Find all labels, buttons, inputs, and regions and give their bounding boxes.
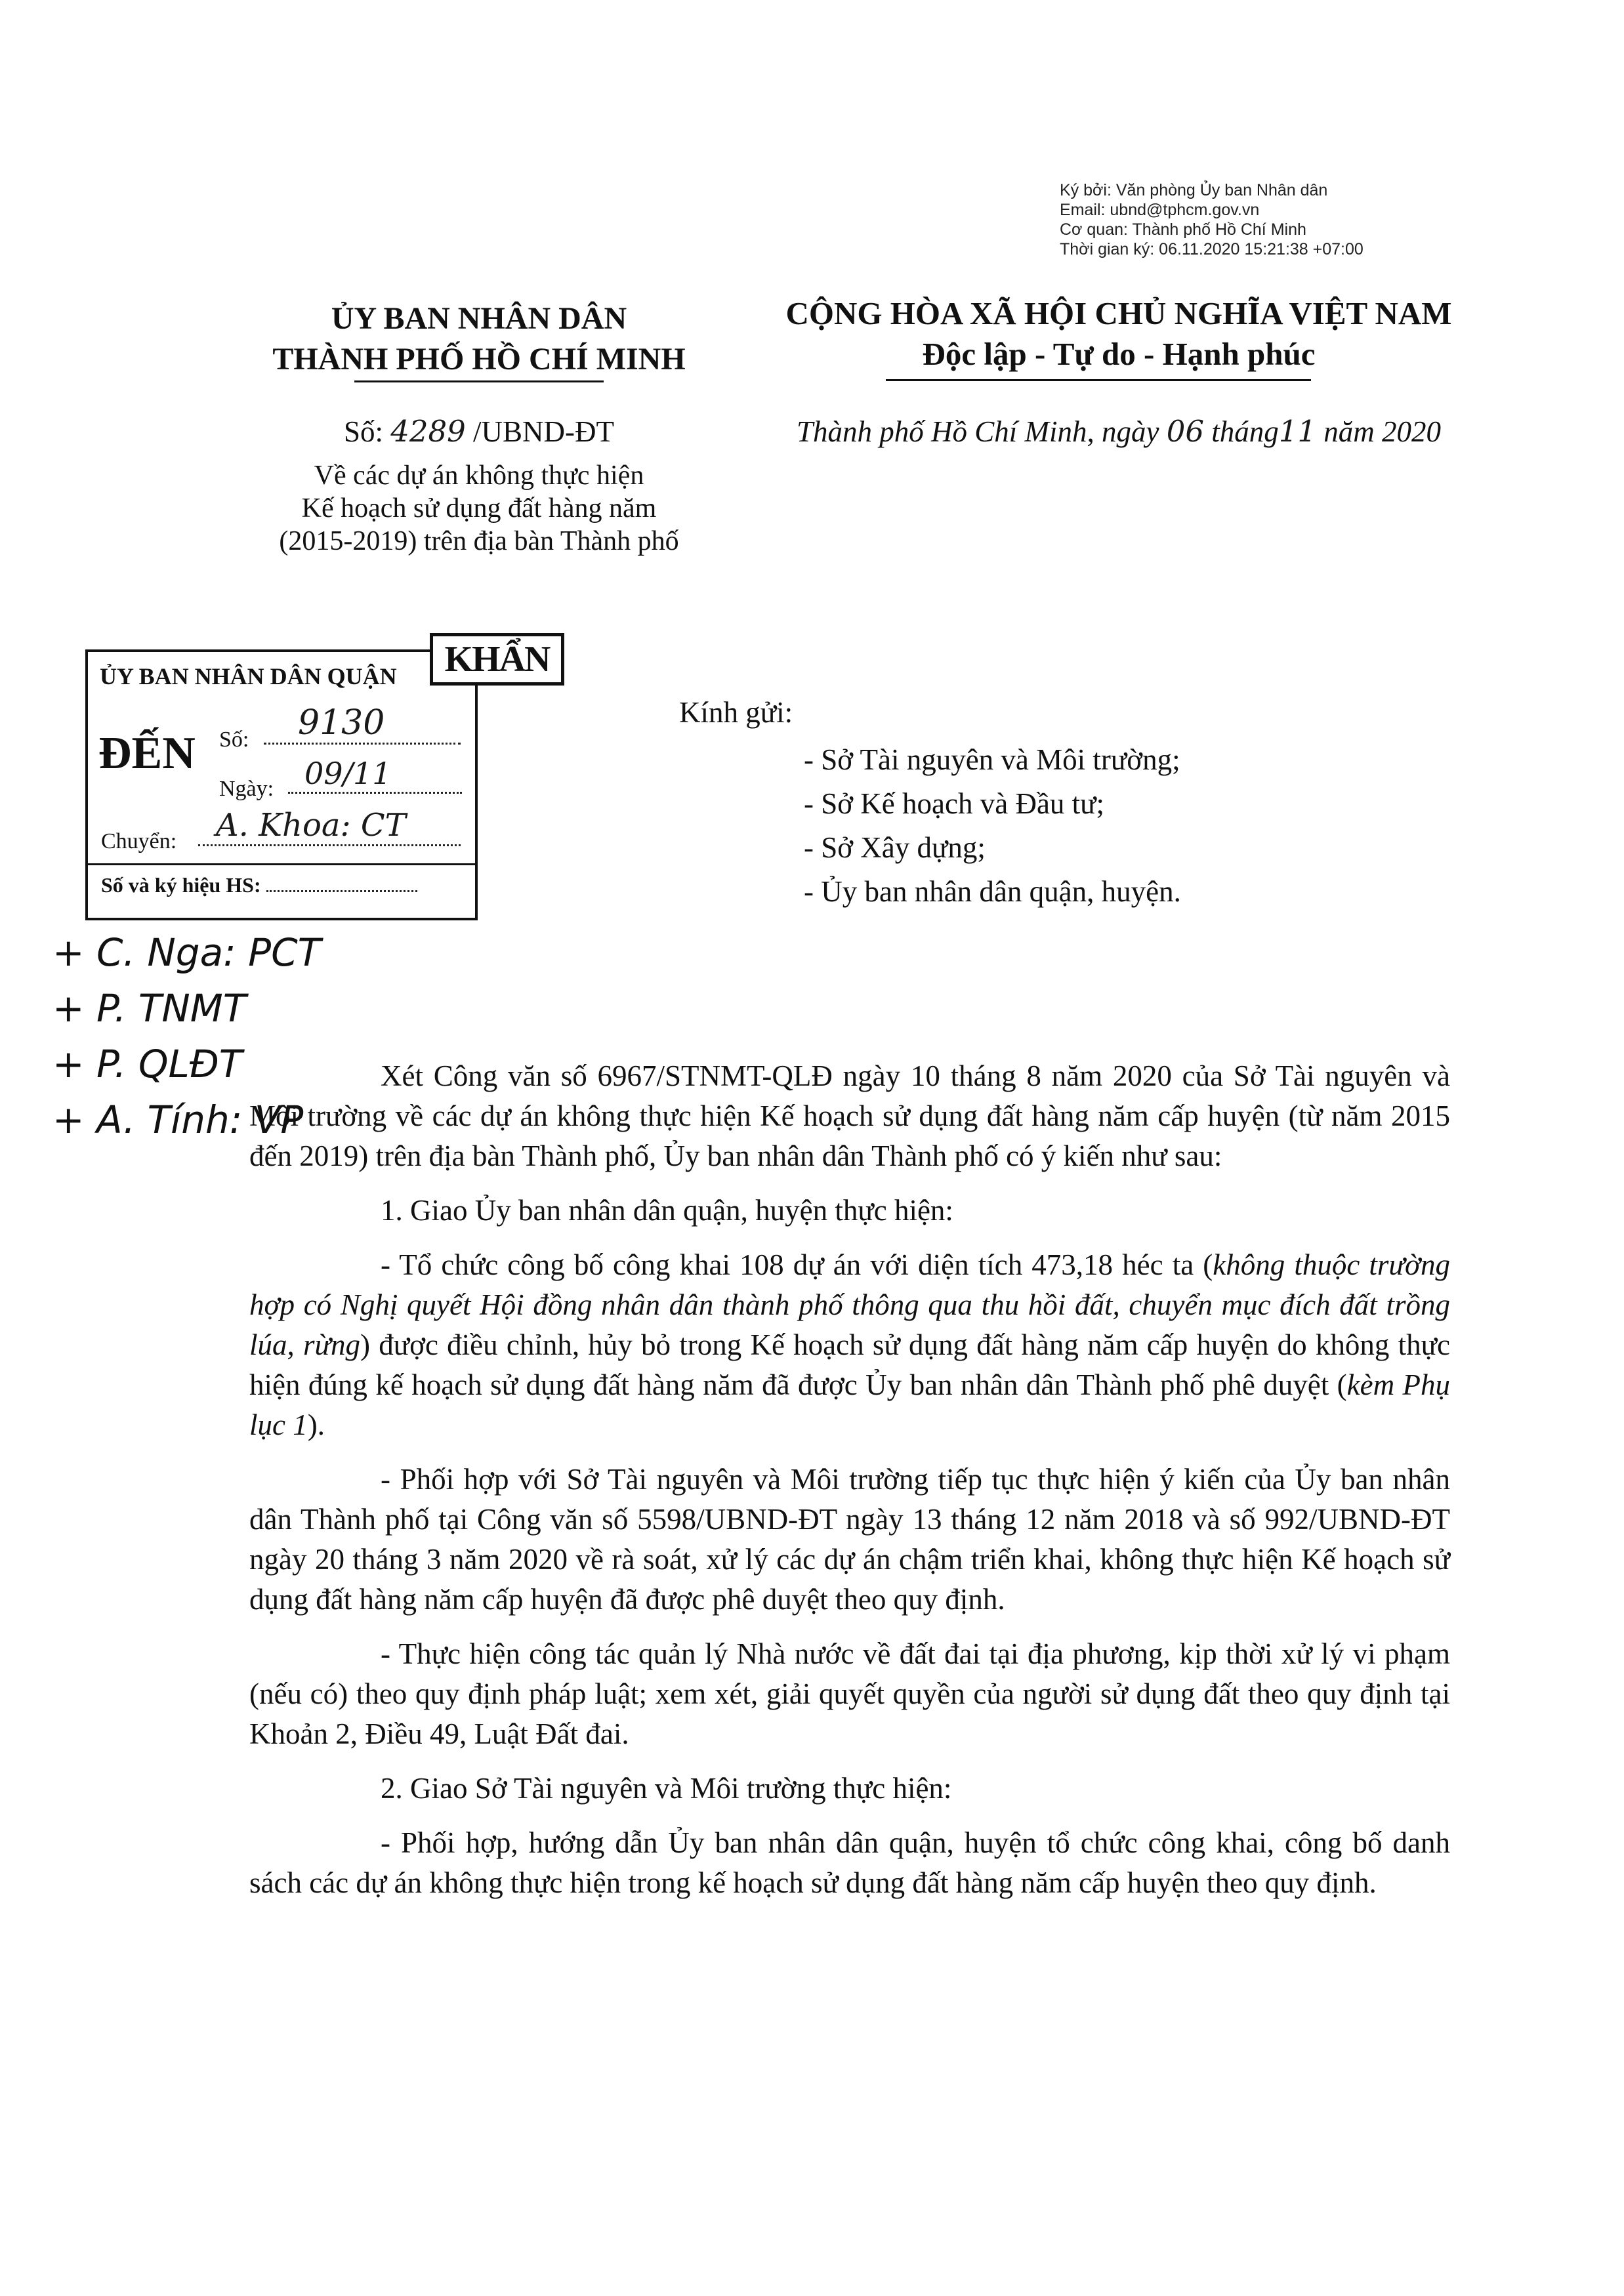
intro-paragraph: Xét Công văn số 6967/STNMT-QLĐ ngày 10 tháng 8 năm 2020 của Sở Tài nguyên và Môi trường về các dự án không thực hiện Kế hoạch sử dụng đất hàng năm cấp huyện (từ năm 2015 đến 2019) trên địa bàn Thành phố, Ủy ban nhân dân Thành phố có ý kiến như sau: bbox=[249, 1059, 1450, 1172]
doc-no-handwritten: 4289 bbox=[390, 414, 466, 449]
greeting: Kính gửi: bbox=[679, 696, 793, 729]
month-label: tháng bbox=[1211, 415, 1279, 448]
section-1-heading: 1. Giao Ủy ban nhân dân quận, huyện thực hiện: bbox=[381, 1194, 953, 1227]
recipient: - Sở Xây dựng; bbox=[804, 831, 986, 864]
motto-underline bbox=[886, 379, 1311, 381]
text-run: ). bbox=[307, 1408, 325, 1441]
doc-no-prefix: Số: bbox=[343, 415, 383, 448]
stamp-chuyen-label: Chuyển: bbox=[101, 829, 177, 853]
subject-line: Kế hoạch sử dụng đất hàng năm bbox=[301, 493, 657, 523]
stamp-ngay-label: Ngày: bbox=[219, 777, 274, 801]
handwritten-note: + A. Tính: VP bbox=[52, 1097, 304, 1142]
date-month: 11 bbox=[1278, 414, 1317, 449]
stamp-ngay-value: 09/11 bbox=[304, 756, 392, 791]
text-run: - Tổ chức công bố công khai 108 dự án với diện tích 473,18 héc ta ( bbox=[381, 1248, 1213, 1281]
place-prefix: Thành phố Hồ Chí Minh, ngày bbox=[796, 415, 1159, 448]
stamp-so-label: Số: bbox=[219, 728, 249, 752]
recipient: - Ủy ban nhân dân quận, huyện. bbox=[804, 875, 1181, 908]
section-2-paragraph-1: - Phối hợp, hướng dẫn Ủy ban nhân dân quận, huyện tổ chức công khai, công bố danh sách các dự án không thực hiện trong kế hoạch sử dụng đất hàng năm cấp huyện theo quy định. bbox=[249, 1826, 1450, 1899]
issuing-organization bbox=[217, 298, 741, 380]
handwritten-note: + C. Nga: PCT bbox=[52, 930, 322, 975]
stamp-hs-label: Số và ký hiệu HS: bbox=[101, 873, 261, 897]
text-run: ) được điều chỉnh, hủy bỏ trong Kế hoạch sử dụng đất hàng năm cấp huyện do không thực hiện đúng kế hoạch sử dụng đất hàng năm đã được Ủy ban nhân dân Thành phố phê duyệt ( bbox=[249, 1328, 1450, 1401]
signer-email: Email: ubnd@tphcm.gov.vn bbox=[1060, 201, 1260, 219]
signer-agency: Cơ quan: Thành phố Hồ Chí Minh bbox=[1060, 220, 1306, 239]
stamp-den: ĐẾN bbox=[98, 728, 196, 779]
subject-line: (2015-2019) trên địa bàn Thành phố bbox=[279, 526, 679, 556]
recipient: - Sở Tài nguyên và Môi trường; bbox=[804, 743, 1180, 776]
section-1-paragraph-2: - Phối hợp với Sở Tài nguyên và Môi trường tiếp tục thực hiện ý kiến của Ủy ban nhân dân Thành phố tại Công văn số 5598/UBND-ĐT ngày 13 tháng 12 năm 2018 và số 992/UBND-ĐT ngày 20 tháng 3 năm 2020 về rà soát, xử lý các dự án chậm triển khai, không thực hiện Kế hoạch sử dụng đất hàng năm cấp huyện đã được phê duyệt theo quy định. bbox=[249, 1463, 1450, 1616]
nation-line-1: CỘNG HÒA XÃ HỘI CHỦ NGHĨA VIỆT NAM bbox=[785, 295, 1452, 331]
doc-no-suffix: /UBND-ĐT bbox=[473, 415, 615, 448]
stamp-hs-row bbox=[88, 863, 475, 897]
italic-run: không thuộc trường hợp có Nghị quyết Hội đồng nhân dân thành phố thông qua thu hồi đất, chuyển mục đích đất trồng lúa, rừng bbox=[249, 1248, 1450, 1361]
national-title bbox=[764, 293, 1473, 375]
section-2-heading: 2. Giao Sở Tài nguyên và Môi trường thực hiện: bbox=[381, 1772, 952, 1805]
section-1-paragraph-3: - Thực hiện công tác quản lý Nhà nước về đất đai tại địa phương, kịp thời xử lý vi phạm (nếu có) theo quy định pháp luật; xem xét, giải quyết quyền của người sử dụng đất theo quy định tại Khoản 2, Điều 49, Luật Đất đai. bbox=[249, 1637, 1450, 1750]
org-underline bbox=[354, 380, 604, 382]
stamp-hs-line bbox=[266, 890, 417, 892]
urgent-stamp: KHẨN bbox=[430, 633, 564, 686]
document-number bbox=[217, 413, 741, 450]
document-subject bbox=[217, 459, 741, 558]
received-stamp bbox=[85, 649, 478, 920]
section-1-paragraph-1 bbox=[249, 1245, 1450, 1445]
italic-run: kèm Phụ lục 1 bbox=[249, 1368, 1450, 1441]
stamp-title: ỦY BAN NHÂN DÂN QUẬN bbox=[100, 663, 397, 689]
stamp-chuyen-value: A. Khoa: CT bbox=[216, 807, 406, 844]
handwritten-note: + P. QLĐT bbox=[52, 1042, 243, 1086]
date-day: 06 bbox=[1166, 414, 1204, 449]
recipient: - Sở Kế hoạch và Đầu tư; bbox=[804, 787, 1105, 820]
document-body bbox=[249, 1056, 1450, 1917]
org-line-1: ỦY BAN NHÂN DÂN bbox=[331, 301, 627, 336]
digital-signature-info bbox=[1060, 180, 1364, 259]
signing-time: Thời gian ký: 06.11.2020 15:21:38 +07:00 bbox=[1060, 240, 1364, 258]
nation-line-2: Độc lập - Tự do - Hạnh phúc bbox=[922, 336, 1316, 372]
date-year: năm 2020 bbox=[1323, 415, 1442, 448]
subject-line: Về các dự án không thực hiện bbox=[314, 461, 644, 491]
place-and-date bbox=[764, 413, 1473, 450]
signed-by: Ký bởi: Văn phòng Ủy ban Nhân dân bbox=[1060, 181, 1328, 199]
handwritten-note: + P. TNMT bbox=[52, 986, 247, 1031]
stamp-so-value: 9130 bbox=[298, 703, 385, 743]
recipient-list bbox=[804, 738, 1181, 914]
org-line-2: THÀNH PHỐ HỒ CHÍ MINH bbox=[272, 342, 686, 377]
